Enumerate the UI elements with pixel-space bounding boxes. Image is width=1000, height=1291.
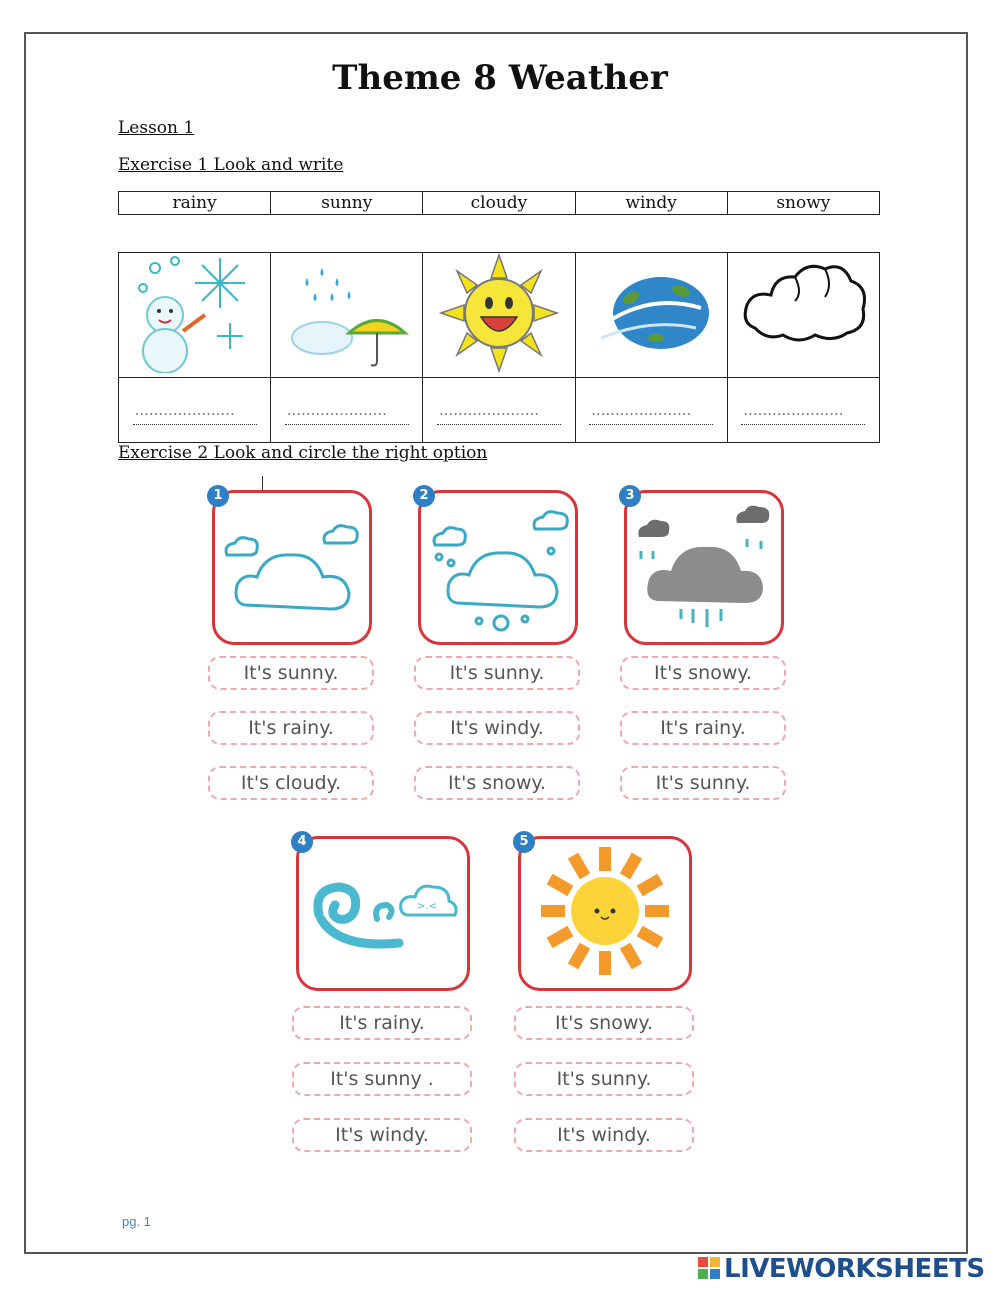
option-5b[interactable]: It's sunny. (514, 1062, 694, 1096)
picture-cell (119, 253, 271, 378)
picture-cell (575, 253, 727, 378)
option-2c[interactable]: It's snowy. (414, 766, 580, 800)
option-3a[interactable]: It's snowy. (620, 656, 786, 690)
svg-text:>.<: >.< (417, 901, 437, 912)
picture-cell (727, 253, 879, 378)
card-number-badge: 4 (291, 831, 313, 853)
card-number-badge: 3 (619, 485, 641, 507)
option-2a[interactable]: It's sunny. (414, 656, 580, 690)
option-4a[interactable]: It's rainy. (292, 1006, 472, 1040)
picture-cell (271, 253, 423, 378)
option-1c[interactable]: It's cloudy. (208, 766, 374, 800)
smiling-sun-icon (429, 253, 569, 373)
wind-leaves-icon (581, 253, 721, 373)
card-number-badge: 5 (513, 831, 535, 853)
option-5c[interactable]: It's windy. (514, 1118, 694, 1152)
answer-input-5[interactable] (741, 396, 865, 425)
liveworksheets-icon (698, 1257, 720, 1279)
option-3b[interactable]: It's rainy. (620, 711, 786, 745)
word-bank-item: snowy (727, 192, 879, 215)
cloud-outline-icon (733, 253, 873, 373)
option-4b[interactable]: It's sunny . (292, 1062, 472, 1096)
option-4c[interactable]: It's windy. (292, 1118, 472, 1152)
cloudy-icon (215, 493, 369, 642)
option-5a[interactable]: It's snowy. (514, 1006, 694, 1040)
page-number: pg. 1 (122, 1214, 151, 1229)
lesson-label: Lesson 1 (118, 118, 195, 138)
word-bank-item: cloudy (423, 192, 575, 215)
snowman-snow-icon (125, 253, 265, 373)
rain-cloud-icon (627, 493, 781, 642)
picture-table (118, 252, 880, 443)
weather-card-5 (518, 836, 692, 991)
liveworksheets-logo[interactable] (698, 1254, 985, 1284)
card-number-badge: 2 (413, 485, 435, 507)
sun-icon (521, 839, 689, 988)
divider-tick (262, 476, 263, 490)
option-3c[interactable]: It's sunny. (620, 766, 786, 800)
word-bank-item: sunny (271, 192, 423, 215)
weather-card-1 (212, 490, 372, 645)
answer-input-3[interactable] (437, 396, 561, 425)
option-1a[interactable]: It's sunny. (208, 656, 374, 690)
page-title: Theme 8 Weather (332, 58, 668, 98)
exercise2-heading: Exercise 2 Look and circle the right option (118, 443, 488, 463)
wind-icon (299, 839, 467, 988)
brand-name: LIVEWORKSHEETS (724, 1254, 985, 1284)
weather-card-2 (418, 490, 578, 645)
card-number-badge: 1 (207, 485, 229, 507)
exercise1-heading: Exercise 1 Look and write (118, 155, 344, 175)
answer-input-4[interactable] (589, 396, 713, 425)
weather-card-3 (624, 490, 784, 645)
word-bank (118, 191, 880, 215)
answer-input-2[interactable] (285, 396, 409, 425)
option-2b[interactable]: It's windy. (414, 711, 580, 745)
snowy-cloud-icon (421, 493, 575, 642)
word-bank-item: windy (575, 192, 727, 215)
picture-cell (423, 253, 575, 378)
rain-cloud-umbrella-icon (277, 253, 417, 373)
option-1b[interactable]: It's rainy. (208, 711, 374, 745)
weather-card-4 (296, 836, 470, 991)
word-bank-item: rainy (119, 192, 271, 215)
answer-input-1[interactable] (133, 396, 257, 425)
